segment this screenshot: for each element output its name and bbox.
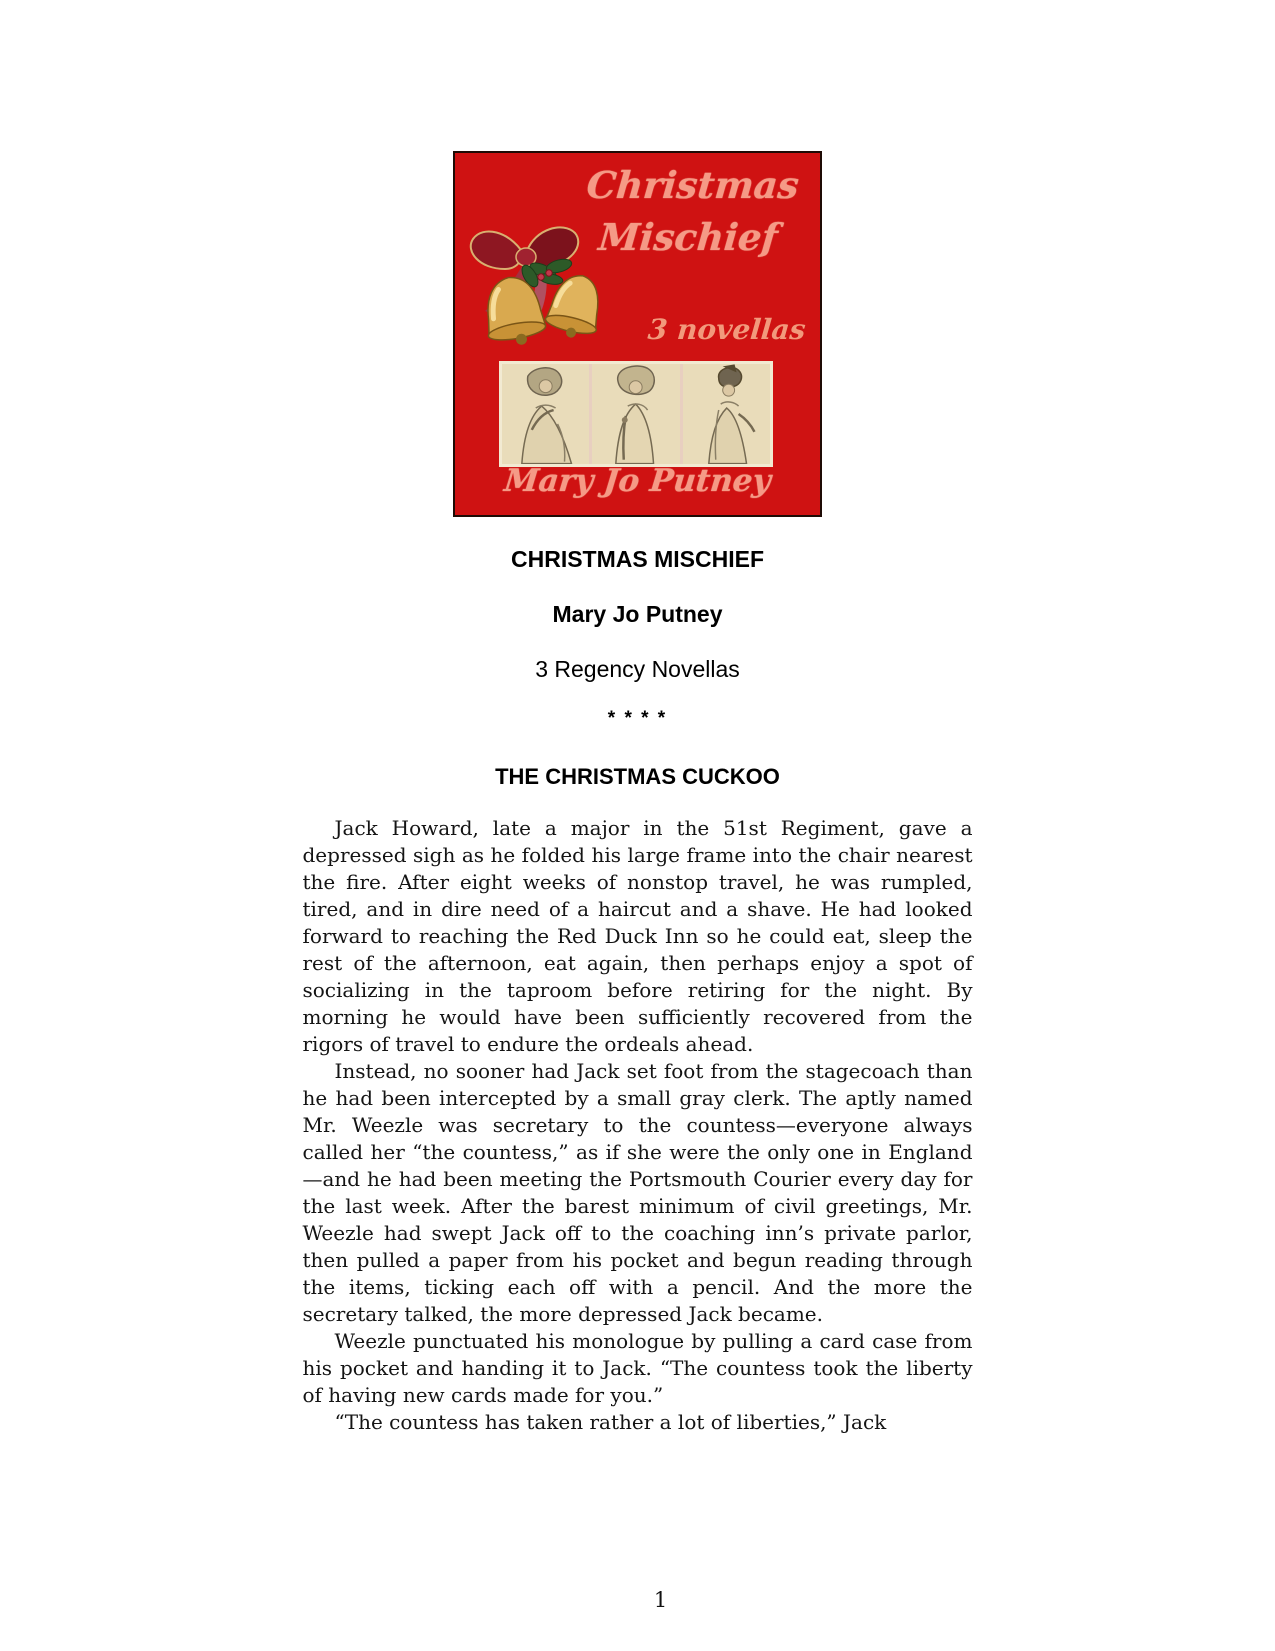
cover-author: Mary Jo Putney [502,463,773,499]
story-title-heading: THE CHRISTMAS CUCKOO [495,764,780,789]
christmas-bells-icon [463,219,619,353]
fashion-figure-2 [592,364,679,464]
fashion-figure-1 [502,364,589,464]
cover-title-line2: Mischief [596,215,780,259]
page-number: 1 [653,1588,668,1612]
cover-title-line1: Christmas [584,163,801,207]
cover-fashion-panels [499,361,773,467]
author-heading: Mary Jo Putney [552,601,723,627]
story-paragraph: Weezle punctuated his monologue by pulling a card case from his pocket and handing it to Jack. “The countess took the liberty of having new cards made for you.” [302,1329,973,1407]
story-body [303,815,973,1436]
section-separator: * * * * [607,708,668,729]
book-cover-image [453,151,822,517]
fashion-figure-3 [683,364,770,464]
edition-subtitle: 3 Regency Novellas [535,656,740,682]
book-title-heading: CHRISTMAS MISCHIEF [511,546,764,572]
story-paragraph: “The countess has taken rather a lot of liberties,” Jack [334,1410,887,1434]
cover-subtitle: 3 novellas [647,313,808,346]
story-paragraph: Jack Howard, late a major in the 51st Regiment, gave a depressed sigh as he folded his large frame into the chair nearest the fire. After eight weeks of nonstop travel, he was rumpled, tired, and in dire need of a haircut and a shave. He had looked forward to reaching the Red Duck Inn so he could eat, sleep the rest of the afternoon, eat again, then perhaps enjoy a spot of socializing in the taproom before retiring for the night. By morning he would have been sufficiently recovered from the rigors of travel to endure the ordeals ahead. [302,816,973,1056]
story-paragraph: Instead, no sooner had Jack set foot from the stagecoach than he had been intercepted by a small gray clerk. The aptly named Mr. Weezle was secretary to the countess—everyone always called her “the countess,” as if she were the only one in England—and he had been meeting the Portsmouth Courier every day for the last week. After the barest minimum of civil greetings, Mr. Weezle had swept Jack off to the coaching inn’s private parlor, then pulled a paper from his pocket and begun reading through the items, ticking each off with a pencil. And the more the secretary talked, the more depressed Jack became. [302,1059,973,1326]
